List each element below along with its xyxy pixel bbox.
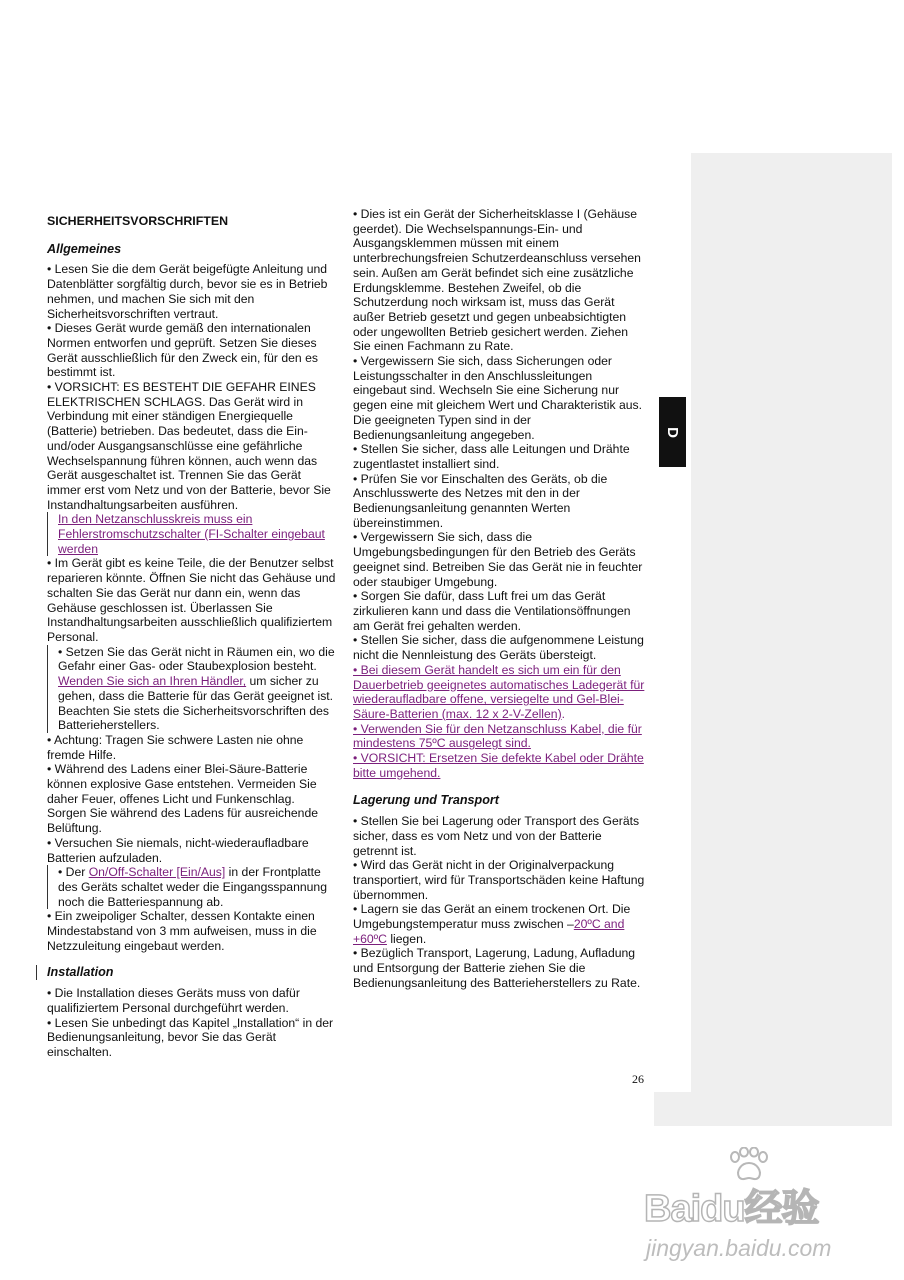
paragraph: • Stellen Sie sicher, dass alle Leitungen und Drähte zugentlastet installiert sind. — [353, 442, 630, 471]
paragraph: • Sorgen Sie dafür, dass Luft frei um das Gerät zirkulieren kann und dass die Ventilationsöffnungen am Gerät frei gehalten werden. — [353, 589, 631, 633]
text-run: in der Frontplatte des Geräts schaltet weder die Eingangsspannung noch die Batteriespannung ab. — [58, 865, 327, 909]
paragraph: • Achtung: Tragen Sie schwere Lasten nie ohne fremde Hilfe. — [47, 732, 304, 762]
revision-link[interactable]: In den Netzanschlusskreis muss ein Fehlerstromschutzschalter (FI-Schalter eingebaut werden — [58, 512, 325, 556]
revision-paragraph — [47, 512, 337, 556]
paragraph: • Dies ist ein Gerät der Sicherheitsklasse I (Gehäuse geerdet). Die Wechselspannungs-Ein- und Ausgangsklemmen müssen mit einem unterbrechungsfreien Schutzerdeanschluss versehen sein. Außen am Gerät befindet sich eine zusätzliche Erdungsklemme. Bestehen Zweifel, ob die Schutzerdung noch wirksam ist, muss das Gerät außer Betrieb gesetzt und gegen unbeabsichtigten oder ungewollten Betrieb gesichert werden. Ziehen Sie einen Fachmann zu Rate. — [353, 207, 641, 354]
watermark-url: jingyan.baidu.com — [646, 1235, 832, 1261]
watermark-logo: Baidu经验 — [644, 1188, 819, 1230]
paragraph: • Ein zweipoliger Schalter, dessen Kontakte einen Mindestabstand von 3 mm aufweisen, muss in die Netzzuleitung eingebaut werden. — [47, 909, 317, 953]
paragraph-with-link — [47, 645, 337, 733]
paragraph: • Lesen Sie unbedingt das Kapitel „Installation“ in der Bedienungsanleitung, bevor Sie das Gerät einschalten. — [47, 1015, 334, 1059]
revision-link[interactable]: On/Off-Schalter [Ein/Aus] — [88, 865, 226, 880]
right-column — [353, 207, 645, 991]
paragraph: • Vergewissern Sie sich, dass die Umgebungsbedingungen für den Betrieb des Geräts geeignet sind. Betreiben Sie das Gerät nie in feuchter oder staubiger Umgebung. — [353, 530, 643, 589]
paragraph: • Dieses Gerät wurde gemäß den internationalen Normen entworfen und geprüft. Setzen Sie dieses Gerät ausschließlich für den Zweck ein, für den es bestimmt ist. — [47, 321, 318, 380]
paragraph: • Während des Ladens einer Blei-Säure-Batterie können explosive Gase entstehen. Vermeiden Sie daher Feuer, offenes Licht und Funkenschlag. Sorgen Sie während des Ladens für ausreichende Belüftung. — [47, 762, 319, 836]
revision-link[interactable]: Wenden Sie sich an Ihren Händler, — [58, 674, 247, 689]
revision-link[interactable]: • VORSICHT: Ersetzen Sie defekte Kabel oder Drähte bitte umgehend. — [353, 751, 644, 780]
paragraph: • Die Installation dieses Geräts muss von dafür qualifiziertem Personal durchgeführt werden. — [47, 986, 300, 1015]
page-number: 26 — [632, 1072, 644, 1086]
paragraph: • Wird das Gerät nicht in der Originalverpackung transportiert, wird für Transportschäden keine Haftung übernommen. — [353, 858, 645, 902]
subheading-lagerung: Lagerung und Transport — [353, 793, 499, 808]
text-run: • Der — [58, 865, 89, 880]
revision-link[interactable]: • Bei diesem Gerät handelt es sich um ein für den Dauerbetrieb geeignetes automatisches Ladegerät für wiederaufladbare offene, versiegelte und Gel-Blei-Säure-Batterien (max. 12 x 2-V-Zellen) — [353, 662, 645, 721]
revision-paragraph — [353, 663, 645, 722]
watermark — [642, 1145, 872, 1275]
text-run: um sicher zu gehen, dass die Batterie für das Gerät geeignet ist. Beachten Sie stets die Sicherheitsvorschriften des Batterieherstellers. — [58, 674, 334, 733]
paragraph-with-link — [47, 865, 337, 909]
paragraph-with-link — [353, 902, 645, 946]
text-run: • Setzen Sie das Gerät nicht in Räumen ein, wo die Gefahr einer Gas- oder Staubexplosion besteht. — [58, 644, 335, 674]
paragraph: • Prüfen Sie vor Einschalten des Geräts, ob die Anschlusswerte des Netzes mit den in der Bedienungsanleitung genannten Werten übereinstimmen. — [353, 471, 608, 530]
paragraph: • Vergewissern Sie sich, dass Sicherungen oder Leistungsschalter in den Anschlussleitungen eingebaut sind. Wechseln Sie eine Sicherung nur gegen eine mit gleichem Wert und Charakteristik aus. Die geeigneten Typen sind in der Bedienungsanleitung angegeben. — [353, 354, 643, 442]
subheading-installation: Installation — [36, 965, 337, 980]
margin-panel-notch — [654, 153, 691, 1092]
language-tab-letter: D — [664, 426, 681, 438]
text-run: . — [561, 706, 566, 721]
text-run: liegen. — [386, 931, 427, 946]
language-tab — [659, 397, 686, 467]
paragraph: • Stellen Sie bei Lagerung oder Transport des Geräts sicher, dass es vom Netz und von der Batterie getrennt ist. — [353, 814, 640, 858]
paragraph: • Lesen Sie die dem Gerät beigefügte Anleitung und Datenblätter sorgfältig durch, bevor sie es in Betrieb nehmen, und machen Sie sich mit den Sicherheitsvorschriften vertraut. — [47, 262, 328, 321]
paragraph: • VORSICHT: ES BESTEHT DIE GEFAHR EINES ELEKTRISCHEN SCHLAGS. Das Gerät wird in Verbindung mit einer ständigen Energiequelle (Batterie) betrieben. Das bedeutet, dass die Ein- und/oder Ausgangsanschlüsse eine gefährliche Wechselspannung führen können, auch wenn das Gerät ausgeschaltet ist. Trennen Sie das Gerät immer erst vom Netz und von der Batterie, bevor Sie Instandhaltungsarbeiten ausführen. — [47, 380, 331, 512]
paragraph: • Stellen Sie sicher, dass die aufgenommene Leistung nicht die Nennleistung des Geräts übersteigt. — [353, 633, 644, 663]
text-run: • Lagern sie das Gerät an einem trockenen Ort. Die Umgebungstemperatur muss zwischen – — [353, 902, 631, 932]
paragraph: • Im Gerät gibt es keine Teile, die der Benutzer selbst reparieren könnte. Öffnen Sie nicht das Gehäuse und schalten Sie das Gerät nur dann ein, wenn das Gehäuse geschlossen ist. Überlassen Sie Instandhaltungsarbeiten ausschließlich qualifiziertem Personal. — [47, 556, 336, 644]
left-column — [47, 214, 337, 1060]
section-title: SICHERHEITSVORSCHRIFTEN — [47, 214, 229, 228]
revision-link[interactable]: 20ºC and +60ºC — [353, 917, 625, 946]
subheading-allgemeines: Allgemeines — [47, 241, 122, 256]
revision-paragraph — [353, 722, 645, 751]
revision-link[interactable]: • Verwenden Sie für den Netzanschluss Kabel, die für mindestens 75ºC ausgelegt sind. — [353, 721, 642, 751]
revision-paragraph — [353, 751, 645, 780]
paragraph: • Versuchen Sie niemals, nicht-wiederaufladbare Batterien aufzuladen. — [47, 835, 309, 865]
paragraph: • Bezüglich Transport, Lagerung, Ladung, Aufladung und Entsorgung der Batterie ziehen Sie die Bedienungsanleitung des Batterieherstellers zu Rate. — [353, 946, 641, 990]
